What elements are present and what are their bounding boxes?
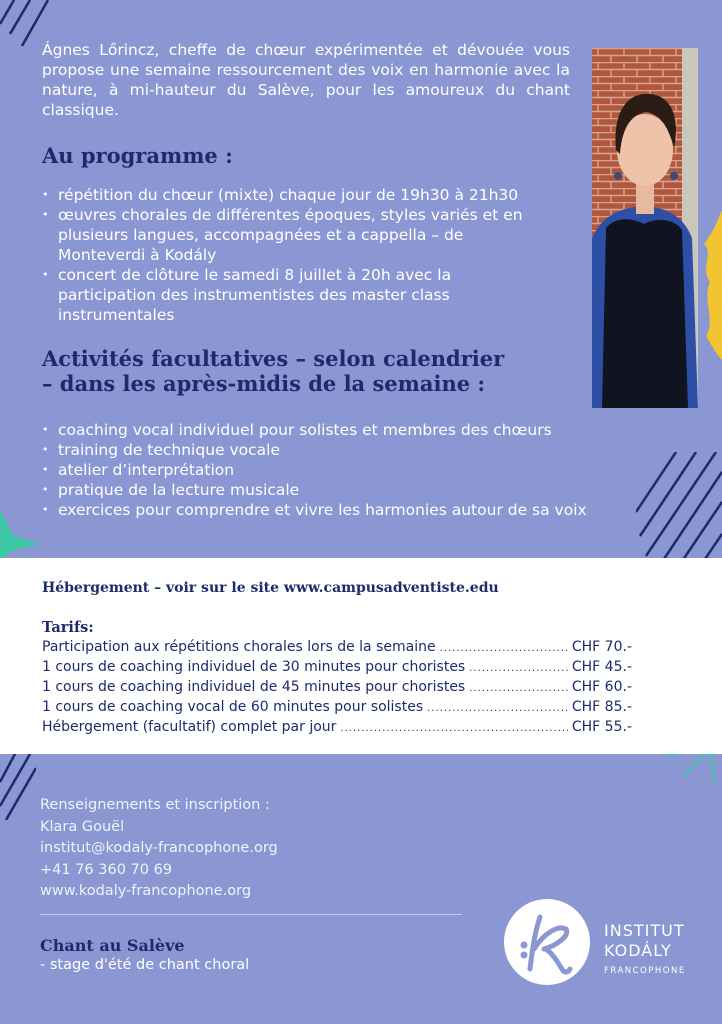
activites-heading: [42, 346, 504, 396]
contact-email-link[interactable]: institut@kodaly-francophone.org: [40, 840, 278, 856]
tarif-price: CHF 70.-: [571, 639, 632, 655]
contact-website-link[interactable]: www.kodaly-francophone.org: [40, 883, 252, 899]
kodaly-k-logo-icon: [504, 899, 590, 985]
table-row: [42, 678, 632, 698]
tarif-price: CHF 85.-: [571, 699, 632, 715]
conductor-portrait-photo: [592, 48, 698, 408]
list-item: • œuvres chorales de différentes époques, styles variés et en plusieurs langues, accompagnées et a cappella – de Monteverdi à Kodály: [42, 205, 542, 265]
tarif-label: Hébergement (facultatif) complet par jour: [42, 719, 337, 735]
yellow-shape-decoration: [696, 210, 722, 360]
list-item: • concert de clôture le samedi 8 juillet à 20h avec la participation des instrumentistes des master class instrumentales: [42, 265, 542, 325]
tarif-label: 1 cours de coaching vocal de 60 minutes pour solistes: [42, 699, 424, 715]
intro-paragraph: Ágnes Lőrincz, cheffe de chœur expérimentée et dévouée vous propose une semaine ressourcement des voix en harmonie avec la nature, à mi-hauteur du Salève, pour les amoureux du chant classique.: [42, 41, 570, 119]
programme-heading: Au programme :: [42, 143, 233, 168]
dot-leader: [469, 659, 568, 678]
contact-name: Klara Gouël: [40, 818, 125, 835]
tarif-label: 1 cours de coaching individuel de 45 minutes pour choristes: [42, 679, 466, 695]
info-band: [0, 558, 722, 754]
table-row: [42, 698, 632, 718]
hebergement-line: Hébergement – voir sur le site www.campusadventiste.edu: [42, 580, 499, 596]
dot-leader: [469, 679, 568, 698]
activites-heading-line2: – dans les après-midis de la semaine :: [42, 371, 486, 396]
list-item: • coaching vocal individuel pour solistes et membres des chœurs: [42, 420, 602, 440]
dot-leader: [340, 719, 567, 738]
tarif-label: Participation aux répétitions chorales lors de la semaine: [42, 639, 436, 655]
logo-line1: INSTITUT: [604, 921, 685, 940]
table-row: [42, 638, 632, 658]
list-item: • atelier d’interprétation: [42, 460, 602, 480]
list-item: • exercices pour comprendre et vivre les harmonies autour de sa voix: [42, 500, 602, 520]
logo-line3: FRANCOPHONE: [604, 966, 686, 976]
activites-heading-line1: Activités facultatives – selon calendrier: [42, 346, 505, 371]
tarif-price: CHF 55.-: [571, 719, 632, 735]
programme-list: [42, 185, 542, 325]
footer-title: Chant au Salève: [40, 936, 185, 955]
table-row: [42, 658, 632, 678]
dot-leader: [427, 699, 568, 718]
tarif-price: CHF 60.-: [571, 679, 632, 695]
contact-heading: Renseignements et inscription :: [40, 797, 270, 813]
bottom-left-stripes-decoration: [0, 752, 36, 820]
list-item: • pratique de la lecture musicale: [42, 480, 602, 500]
contact-phone: +41 76 360 70 69: [40, 861, 173, 878]
tarifs-table: [42, 638, 632, 738]
list-item: • training de technique vocale: [42, 440, 602, 460]
contact-block: [40, 795, 278, 903]
logo-wordmark: [604, 921, 686, 981]
tarifs-heading: Tarifs:: [42, 619, 94, 636]
tarif-label: 1 cours de coaching individuel de 30 minutes pour choristes: [42, 659, 466, 675]
footer-subtitle: - stage d'été de chant choral: [40, 957, 250, 973]
table-row: [42, 718, 632, 738]
list-item: • répétition du chœur (mixte) chaque jour de 19h30 à 21h30: [42, 185, 542, 205]
logo-line2: KODÁLY: [604, 941, 672, 960]
activites-list: [42, 420, 602, 520]
tarif-price: CHF 45.-: [571, 659, 632, 675]
dot-leader: [440, 639, 568, 658]
teal-star-decoration: [0, 510, 42, 560]
footer-divider: [40, 914, 462, 915]
